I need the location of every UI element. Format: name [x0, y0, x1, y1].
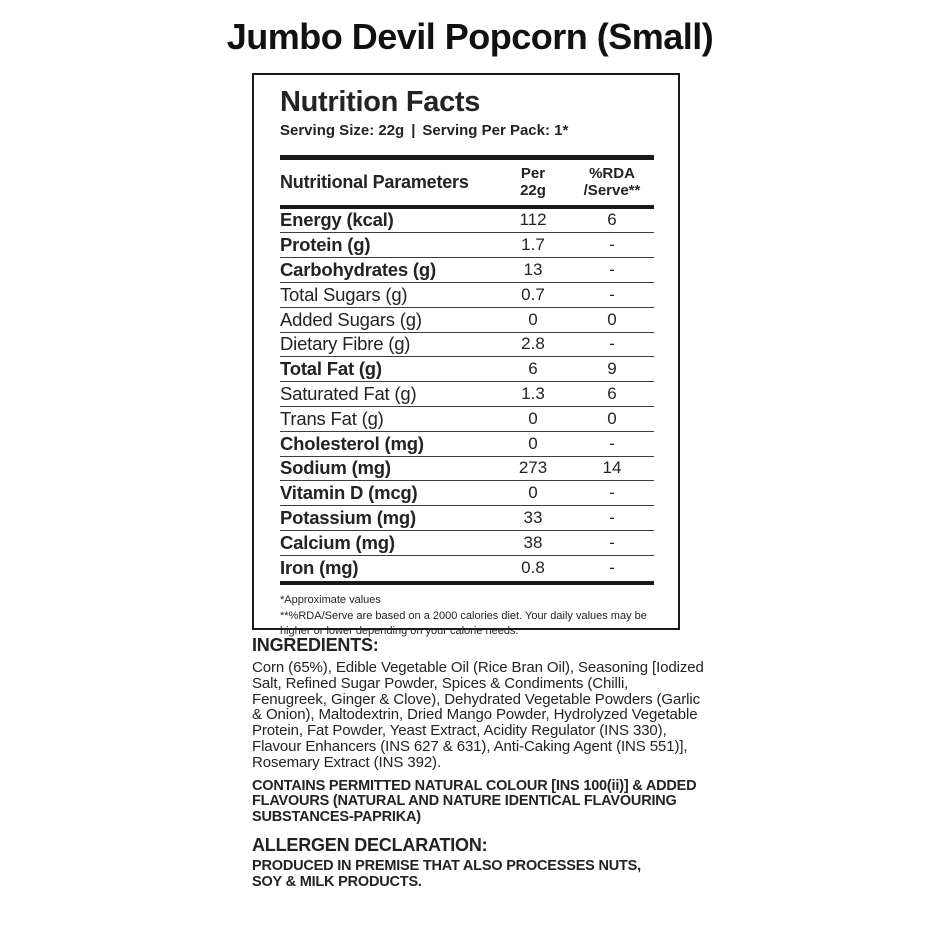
per-value: 1.3: [521, 384, 545, 404]
column-header-rda-serve: %RDA /Serve**: [583, 165, 641, 199]
footnote-rda-basis: **%RDA/Serve are based on a 2000 calories diet. Your daily values may be higher or lower depending on your calorie needs.: [280, 610, 647, 637]
table-row: [280, 407, 654, 432]
ingredients-heading: INGREDIENTS:: [252, 635, 379, 655]
per-value: 0: [528, 408, 538, 428]
per-value: 0: [528, 433, 538, 453]
allergen-declaration-heading: ALLERGEN DECLARATION:: [252, 834, 488, 855]
table-row: [280, 481, 654, 506]
table-row: [280, 258, 654, 283]
nutrition-facts-title: Nutrition Facts: [280, 86, 481, 118]
parameter-label: Sodium (mg): [280, 457, 391, 479]
rda-value: -: [609, 284, 615, 304]
rda-value: -: [609, 260, 615, 280]
table-row: [280, 333, 654, 358]
table-row: [280, 382, 654, 407]
per-value: 6: [528, 359, 538, 379]
serving-info: [280, 122, 654, 139]
parameter-label: Dietary Fibre (g): [280, 333, 411, 355]
parameter-label: Added Sugars (g): [280, 308, 422, 330]
rda-value: 0: [607, 309, 617, 329]
rda-value: 14: [602, 458, 622, 478]
column-header-parameters: Nutritional Parameters: [280, 172, 469, 193]
nutrition-table-body: [280, 209, 654, 581]
per-value: 13: [523, 260, 543, 280]
serving-per-pack-text: Serving Per Pack: 1*: [422, 122, 569, 139]
parameter-label: Protein (g): [280, 234, 371, 256]
table-row: [280, 308, 654, 333]
footnote-approximate-values: *Approximate values: [280, 593, 381, 606]
table-row: [280, 233, 654, 258]
parameter-label: Iron (mg): [280, 557, 359, 579]
table-row: [280, 432, 654, 457]
per-value: 0: [528, 483, 538, 503]
rda-value: 0: [607, 408, 617, 428]
parameter-label: Vitamin D (mcg): [280, 482, 418, 504]
ingredients-body: Corn (65%), Edible Vegetable Oil (Rice Bran Oil), Seasoning [Iodized Salt, Refined Sugar Powder, Spices & Condiments (Chilli, Fenugreek, Ginger & Clove), Dehydrated Vegetable Powders (Garlic & Onion), Maltodextrin, Dried Mango Powder, Hydrolyzed Vegetable Protein, Fat Powder, Yeast Extract, Acidity Regulator (INS 330), Flavour Enhancers (INS 627 & 631), Anti-Caking Agent (INS 551)], Rosemary Extract (INS 392).: [252, 659, 704, 771]
parameter-label: Potassium (mg): [280, 507, 416, 529]
table-header-row: [280, 160, 654, 205]
serving-separator: |: [411, 122, 416, 139]
per-value: 273: [518, 458, 548, 478]
per-value: 2.8: [521, 334, 545, 354]
nutrition-facts-panel: [252, 73, 680, 637]
rda-value: -: [609, 532, 615, 552]
table-row: [280, 506, 654, 531]
table-row: [280, 457, 654, 482]
per-value: 38: [523, 532, 543, 552]
rda-value: 9: [607, 359, 617, 379]
rda-value: 6: [607, 384, 617, 404]
per-value: 112: [519, 210, 547, 230]
table-row: [280, 209, 654, 234]
per-value: 0.7: [521, 284, 545, 304]
parameter-label: Trans Fat (g): [280, 407, 384, 429]
column-header-per-22g: Per 22g: [520, 165, 546, 199]
table-row: [280, 283, 654, 308]
rda-value: -: [609, 235, 615, 255]
table-row: [280, 531, 654, 556]
label-text-content: [252, 635, 704, 891]
parameter-label: Energy (kcal): [280, 209, 394, 231]
table-row: [280, 357, 654, 382]
per-value: 33: [523, 508, 543, 528]
divider-thick-bottom: [280, 581, 654, 585]
per-value: 1.7: [521, 235, 545, 255]
parameter-label: Total Sugars (g): [280, 283, 408, 305]
footnotes: [280, 593, 654, 639]
rda-value: -: [609, 508, 615, 528]
rda-value: -: [609, 558, 615, 578]
rda-value: -: [609, 334, 615, 354]
parameter-label: Calcium (mg): [280, 531, 395, 553]
parameter-label: Carbohydrates (g): [280, 259, 436, 281]
allergen-declaration-body: PRODUCED IN PREMISE THAT ALSO PROCESSES NUTS, SOY & MILK PRODUCTS.: [252, 857, 641, 890]
serving-size-text: Serving Size: 22g: [280, 122, 405, 139]
contains-note: CONTAINS PERMITTED NATURAL COLOUR [INS 100(ii)] & ADDED FLAVOURS (NATURAL AND NATURE IDENTICAL FLAVOURING SUBSTANCES-PAPRIKA): [252, 777, 697, 826]
page-title: Jumbo Devil Popcorn (Small): [226, 16, 714, 57]
per-value: 0.8: [521, 558, 545, 578]
parameter-label: Total Fat (g): [280, 358, 382, 380]
parameter-label: Cholesterol (mg): [280, 432, 424, 454]
rda-value: -: [609, 483, 615, 503]
table-row: [280, 556, 654, 581]
parameter-label: Saturated Fat (g): [280, 383, 417, 405]
rda-value: 6: [607, 210, 617, 230]
rda-value: -: [609, 433, 615, 453]
per-value: 0: [528, 309, 538, 329]
